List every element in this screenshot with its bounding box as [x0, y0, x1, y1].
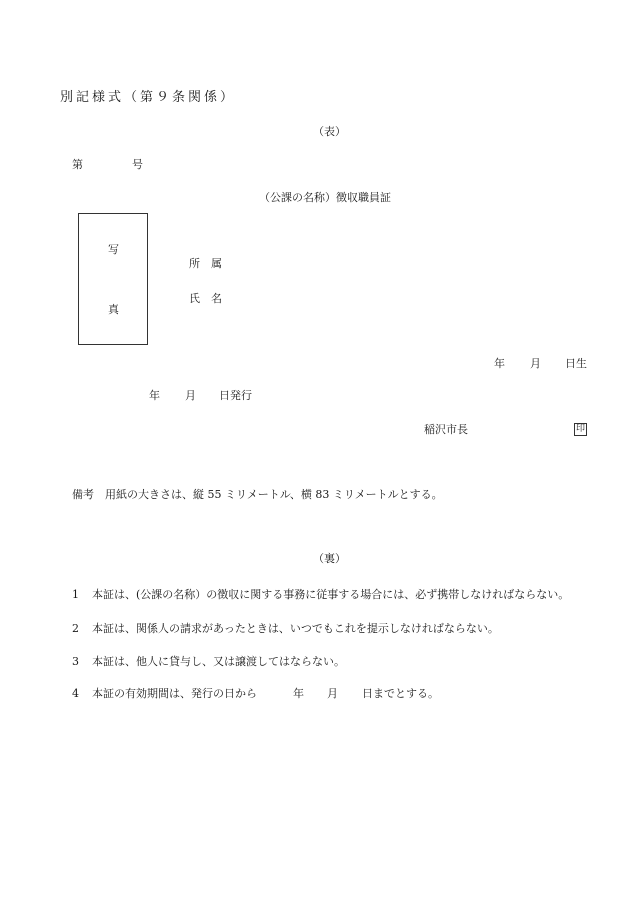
item-1-text: 本証は、(公課の名称）の徴収に関する事務に従事する場合には、必ず携帯しなければならない。 [92, 588, 570, 601]
issue-year: 年 [149, 389, 160, 402]
item-2-number: 2 [72, 622, 79, 635]
birth-year: 年 [494, 357, 505, 370]
item-1-number: 1 [72, 588, 79, 601]
item-4-month: 月 [327, 687, 338, 700]
remarks: 備考 用紙の大きさは、縦 55 ミリメートル、横 83 ミリメートルとする。 [72, 488, 443, 501]
affiliation-label: 所 属 [189, 257, 222, 270]
birth-day: 日生 [565, 357, 587, 370]
item-3-number: 3 [72, 655, 79, 668]
item-4-number: 4 [72, 687, 79, 700]
birth-month: 月 [530, 357, 541, 370]
front-side-label: （表） [313, 125, 346, 138]
seal-mark: 印 [575, 424, 585, 434]
item-4-year: 年 [293, 687, 304, 700]
form-title: 別記様式（第９条関係） [60, 90, 237, 105]
issue-day: 日発行 [219, 389, 252, 402]
item-2-text: 本証は、関係人の請求があったときは、いつでもこれを提示しなければならない。 [92, 622, 499, 635]
issue-month: 月 [185, 389, 196, 402]
item-3-text: 本証は、他人に貸与し、又は譲渡してはならない。 [92, 655, 345, 668]
photo-char-2: 真 [108, 303, 119, 316]
item-4-day: 日までとする。 [362, 687, 439, 700]
photo-char-1: 写 [108, 243, 119, 256]
number-prefix: 第 [72, 158, 83, 171]
number-suffix: 号 [132, 158, 143, 171]
photo-box [78, 213, 148, 345]
item-4-text: 本証の有効期間は、発行の日から [92, 687, 257, 700]
name-label: 氏 名 [189, 292, 222, 305]
issuer: 稲沢市長 [424, 423, 468, 436]
back-side-label: （裏） [313, 552, 346, 565]
card-title: （公課の名称）徴収職員証 [259, 191, 391, 204]
